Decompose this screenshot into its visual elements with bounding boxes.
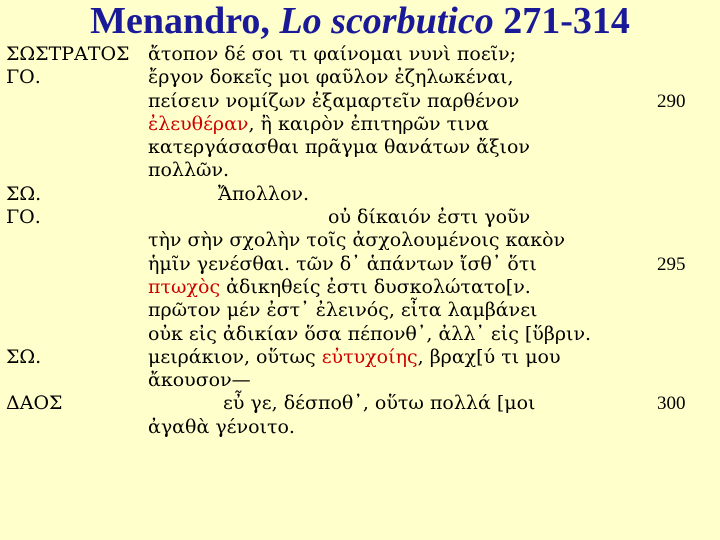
verse-text-line	[148, 229, 565, 252]
verse-fragment: τὴν σὴν σχολὴν τοῖς ἀσχολουμένοις κακὸν	[148, 229, 566, 252]
verse-text-line	[148, 346, 561, 369]
highlighted-word: ἐλευθέραν	[148, 112, 249, 135]
verse-line	[0, 253, 720, 276]
verse-text-line	[148, 416, 295, 439]
verse-line	[0, 392, 720, 415]
verse-line	[0, 66, 720, 89]
verse-fragment: εὖ γε, δέσποθ᾽, οὕτω πολλά [μοι	[223, 392, 536, 415]
verse-line	[0, 43, 720, 66]
verse-line	[0, 299, 720, 322]
title-work: Lo scorbutico	[279, 0, 494, 42]
verse-fragment: Ἄπολλον.	[218, 182, 309, 205]
verse-fragment: ἀδικηθείς ἐστι δυσκολώτατο[ν.	[220, 275, 531, 298]
verse-fragment: ἄτοπον δέ σοι τι φαίνομαι νυνὶ ποεῖν;	[148, 43, 517, 65]
verse-fragment: κατεργάσασθαι πρᾶγμα θανάτων ἄξιον	[148, 136, 530, 159]
verse-line	[0, 136, 720, 159]
verse-fragment: ἡμῖν γενέσθαι. τῶν δ᾽ ἁπάντων ἴσθ᾽ ὅτι	[148, 252, 537, 275]
verse-fragment: , ἢ καιρὸν ἐπιτηρῶν τινα	[248, 112, 489, 135]
line-number: 300	[657, 393, 686, 415]
speaker-label: ΣΩΣΤΡΑΤΟΣ	[6, 43, 130, 65]
verse-text-line	[148, 159, 229, 182]
verse-line	[0, 113, 720, 136]
highlighted-word: εὐτυχοίης	[321, 345, 418, 368]
verse-fragment: οὐ δίκαιόν ἐστι γοῦν	[328, 206, 531, 229]
verse-line	[0, 276, 720, 299]
verse-fragment: οὐκ εἰς ἀδικίαν ὅσα πέπονθ᾽, ἀλλ᾽ εἰς [ὕβριν.	[148, 322, 592, 345]
highlighted-word: πτωχὸς	[148, 275, 221, 298]
verse-fragment: πρῶτον μέν ἐστ᾽ ἐλεινός, εἶτα λαμβάνει	[148, 299, 538, 322]
verse-text-line	[148, 113, 489, 136]
verse-fragment: μειράκιον, οὕτως	[148, 345, 322, 368]
verse-text-line	[148, 369, 251, 392]
title-range: 271-314	[503, 0, 630, 42]
verse-fragment: ἀγαθὰ γένοιτο.	[148, 415, 295, 438]
verse-text	[0, 43, 720, 439]
verse-text-line	[148, 299, 537, 322]
verse-line	[0, 346, 720, 369]
verse-line	[0, 90, 720, 113]
page-title	[0, 0, 720, 42]
verse-line	[0, 183, 720, 206]
speaker-label: ΣΩ.	[6, 182, 42, 205]
verse-text-line	[148, 276, 531, 299]
verse-text-line	[148, 136, 530, 159]
speaker-label: ΓΟ.	[6, 66, 41, 89]
verse-text-line	[148, 253, 537, 276]
verse-line	[0, 416, 720, 439]
title-author: Menandro,	[90, 0, 270, 42]
verse-fragment: ἔργον δοκεῖς μοι φαῦλον ἐζηλωκέναι,	[148, 66, 514, 89]
verse-text-line	[148, 66, 514, 89]
verse-text-line	[148, 206, 530, 229]
line-number: 295	[657, 253, 686, 275]
verse-fragment: πολλῶν.	[148, 159, 230, 182]
speaker-label: ΓΟ.	[6, 206, 41, 229]
speaker-label: ΔΑΟΣ	[6, 392, 63, 415]
verse-line	[0, 206, 720, 229]
verse-fragment: ἄκουσον—	[148, 369, 251, 392]
verse-line	[0, 369, 720, 392]
verse-line	[0, 323, 720, 346]
verse-text-line	[148, 392, 535, 415]
verse-text-line	[148, 43, 516, 66]
line-number: 290	[657, 90, 686, 112]
verse-line	[0, 229, 720, 252]
verse-text-line	[148, 183, 309, 206]
verse-fragment: πείσειν νομίζων ἐξαμαρτεῖν παρθένον	[148, 89, 520, 112]
verse-line	[0, 159, 720, 182]
verse-fragment: , βραχ[ύ τι μου	[417, 345, 561, 368]
speaker-label: ΣΩ.	[6, 345, 42, 368]
verse-text-line	[148, 323, 591, 346]
verse-text-line	[148, 90, 519, 113]
